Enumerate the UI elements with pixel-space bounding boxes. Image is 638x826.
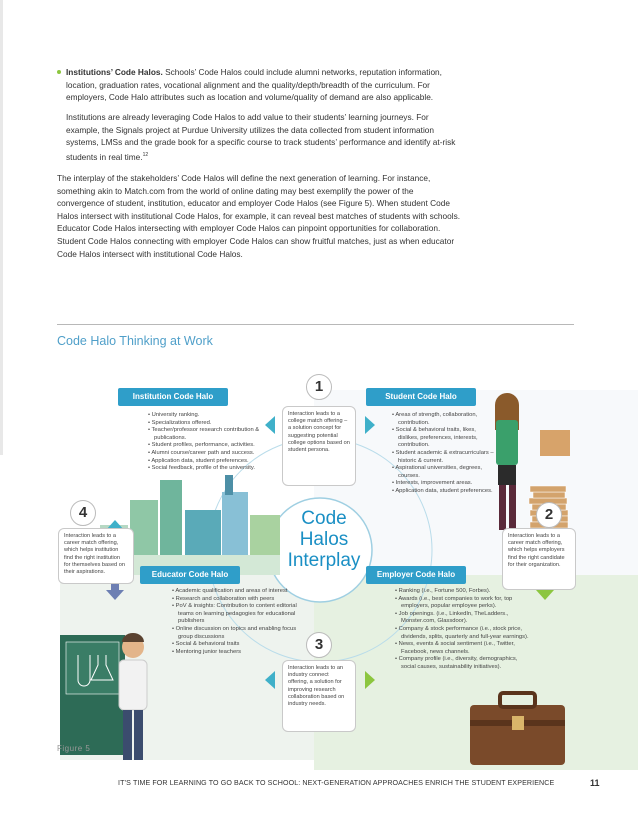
educator-head: Educator Code Halo: [140, 566, 240, 584]
list-item: • Mentoring junior teachers: [172, 648, 242, 655]
list-item: • Aspirational universities, degrees, courses.: [392, 465, 482, 479]
badge-4: 4: [70, 500, 96, 526]
list-item: • Company & stock performance (i.e., stock price, dividends, splits, quarterly and full-year earnings).: [395, 625, 529, 640]
callout-3: Interaction leads to an industry connect offering, a solution for improving research collaboration based on industry needs.: [282, 660, 356, 732]
list-item: • Alumni course/career path and success.: [148, 449, 255, 456]
list-item: • Social feedback, profile of the university.: [148, 465, 255, 472]
center-line: Code: [301, 508, 347, 529]
list-item: • Teacher/professor research contribution & publications.: [148, 427, 260, 441]
section-title: Code Halo Thinking at Work: [57, 334, 213, 348]
bullet-dot: [57, 70, 61, 74]
institution-head: Institution Code Halo: [118, 388, 228, 406]
badge-1: 1: [306, 374, 332, 400]
list-item: • University ranking.: [148, 412, 200, 418]
list-item: • Ranking (i.e., Fortune 500, Forbes).: [395, 588, 491, 594]
list-item: • Application data, student preferences.: [392, 487, 493, 494]
list-item: • Student academic & extracurriculars – historic & current.: [392, 449, 494, 464]
badge-3: 3: [306, 632, 332, 658]
bullet-paragraph: [66, 66, 462, 104]
callout-1: Interaction leads to a college match offering – a solution concept for suggesting potential college options based on student persona.: [282, 406, 356, 486]
employer-list: [395, 588, 531, 672]
list-item: • News, events & social sentiment (i.e., Twitter, Facebook, news channels.: [395, 641, 515, 655]
section-divider: [57, 324, 574, 325]
list-item: • Academic qualification and areas of interest: [172, 588, 288, 594]
employer-head: Employer Code Halo: [366, 566, 466, 584]
educator-list: [172, 588, 310, 656]
list-item: • Awards (i.e., best companies to work for, top employers, popular employee perks).: [395, 595, 513, 610]
bullet-title: Institutions’ Code Halos.: [66, 67, 163, 77]
paragraph-signals: [66, 111, 462, 163]
callout-4: Interaction leads to a career match offering, which helps institution find the right institution for themselves based on their aspirations.: [58, 528, 134, 584]
callout-2: Interaction leads to a career match offering, which helps employers find the right candidate for their organization.: [502, 528, 576, 590]
footnote-ref: 12: [142, 151, 149, 158]
center-title: [276, 508, 372, 571]
student-list: [392, 412, 498, 496]
figure-label: Figure 5: [57, 744, 91, 753]
list-item: • Social & behavioral traits: [172, 641, 240, 648]
paragraph-signals-text: Institutions are already leveraging Code Halos to add value to their students’ learning journeys. For example, the Signals project at Purdue University utilizes the data collected from student information systems, LMSs and the grade book for a specific course to track students’ performance and identify at-risk students in real time.: [66, 112, 456, 162]
student-head: Student Code Halo: [366, 388, 476, 406]
center-line: Interplay: [287, 550, 361, 571]
page-number: 11: [590, 778, 600, 788]
list-item: • Specializations offered.: [148, 419, 212, 426]
list-item: • Student profiles, performance, activities.: [148, 442, 255, 449]
center-line: Halos: [299, 529, 349, 550]
bullet-text: Schools’ Code Halos could include alumni networks, reputation information, location, graduation rates, vocational alignment and the quality/depth/breadth of the curriculum. For employers, Code Halo attributes such as location and volume/quality of demand are also applicable.: [66, 67, 442, 103]
list-item: • PoV & insights: Contribution to content editorial teams on learning pedagogies for educational publishers: [172, 603, 297, 625]
list-item: • Company profile (i.e., diversity, demographics, social causes, sustainability initiatives).: [395, 656, 518, 670]
paragraph-interplay: The interplay of the stakeholders’ Code Halos will define the next generation of learning. For instance, something akin to Match.com from the world of online dating may best exemplify the power of the convergence of student, institution, educator and employer Code Halos (see Figure 5). When student Code Halos intersect with institutional Code Halos, for example, it can reveal best matches of students with schools. Educator Code Halos intersecting with employer Code Halos can pinpoint opportunities for collaboration. Student Code Halos connecting with employer Code Halos can show fruitful matches, just as when educator Code Halos intersect with institutional Code Halos.: [57, 173, 461, 259]
list-item: • Job openings. (i.e., LinkedIn, TheLadders., Monster.com, Glassdoor).: [395, 610, 509, 625]
code-halo-diagram: [0, 350, 638, 770]
list-item: • Interests, improvement areas.: [392, 480, 473, 487]
chalkboard-illustration: [60, 635, 125, 755]
footer-title: IT’S TIME FOR LEARNING TO GO BACK TO SCHOOL: NEXT-GENERATION APPROACHES ENRICH THE STUDENT EXPERIENCE: [118, 779, 555, 787]
list-item: • Online discussion on topics and enabling focus group discussions: [172, 625, 297, 640]
list-item: • Application data, student preferences.: [148, 457, 249, 464]
list-item: • Areas of strength, collaboration, contribution.: [392, 412, 478, 426]
institution-list: [148, 412, 276, 473]
badge-2: 2: [536, 502, 562, 528]
list-item: • Social & behavioral traits, likes, dislikes, preferences, interests, contribution.: [392, 427, 478, 449]
list-item: • Research and collaboration with peers: [172, 595, 275, 602]
